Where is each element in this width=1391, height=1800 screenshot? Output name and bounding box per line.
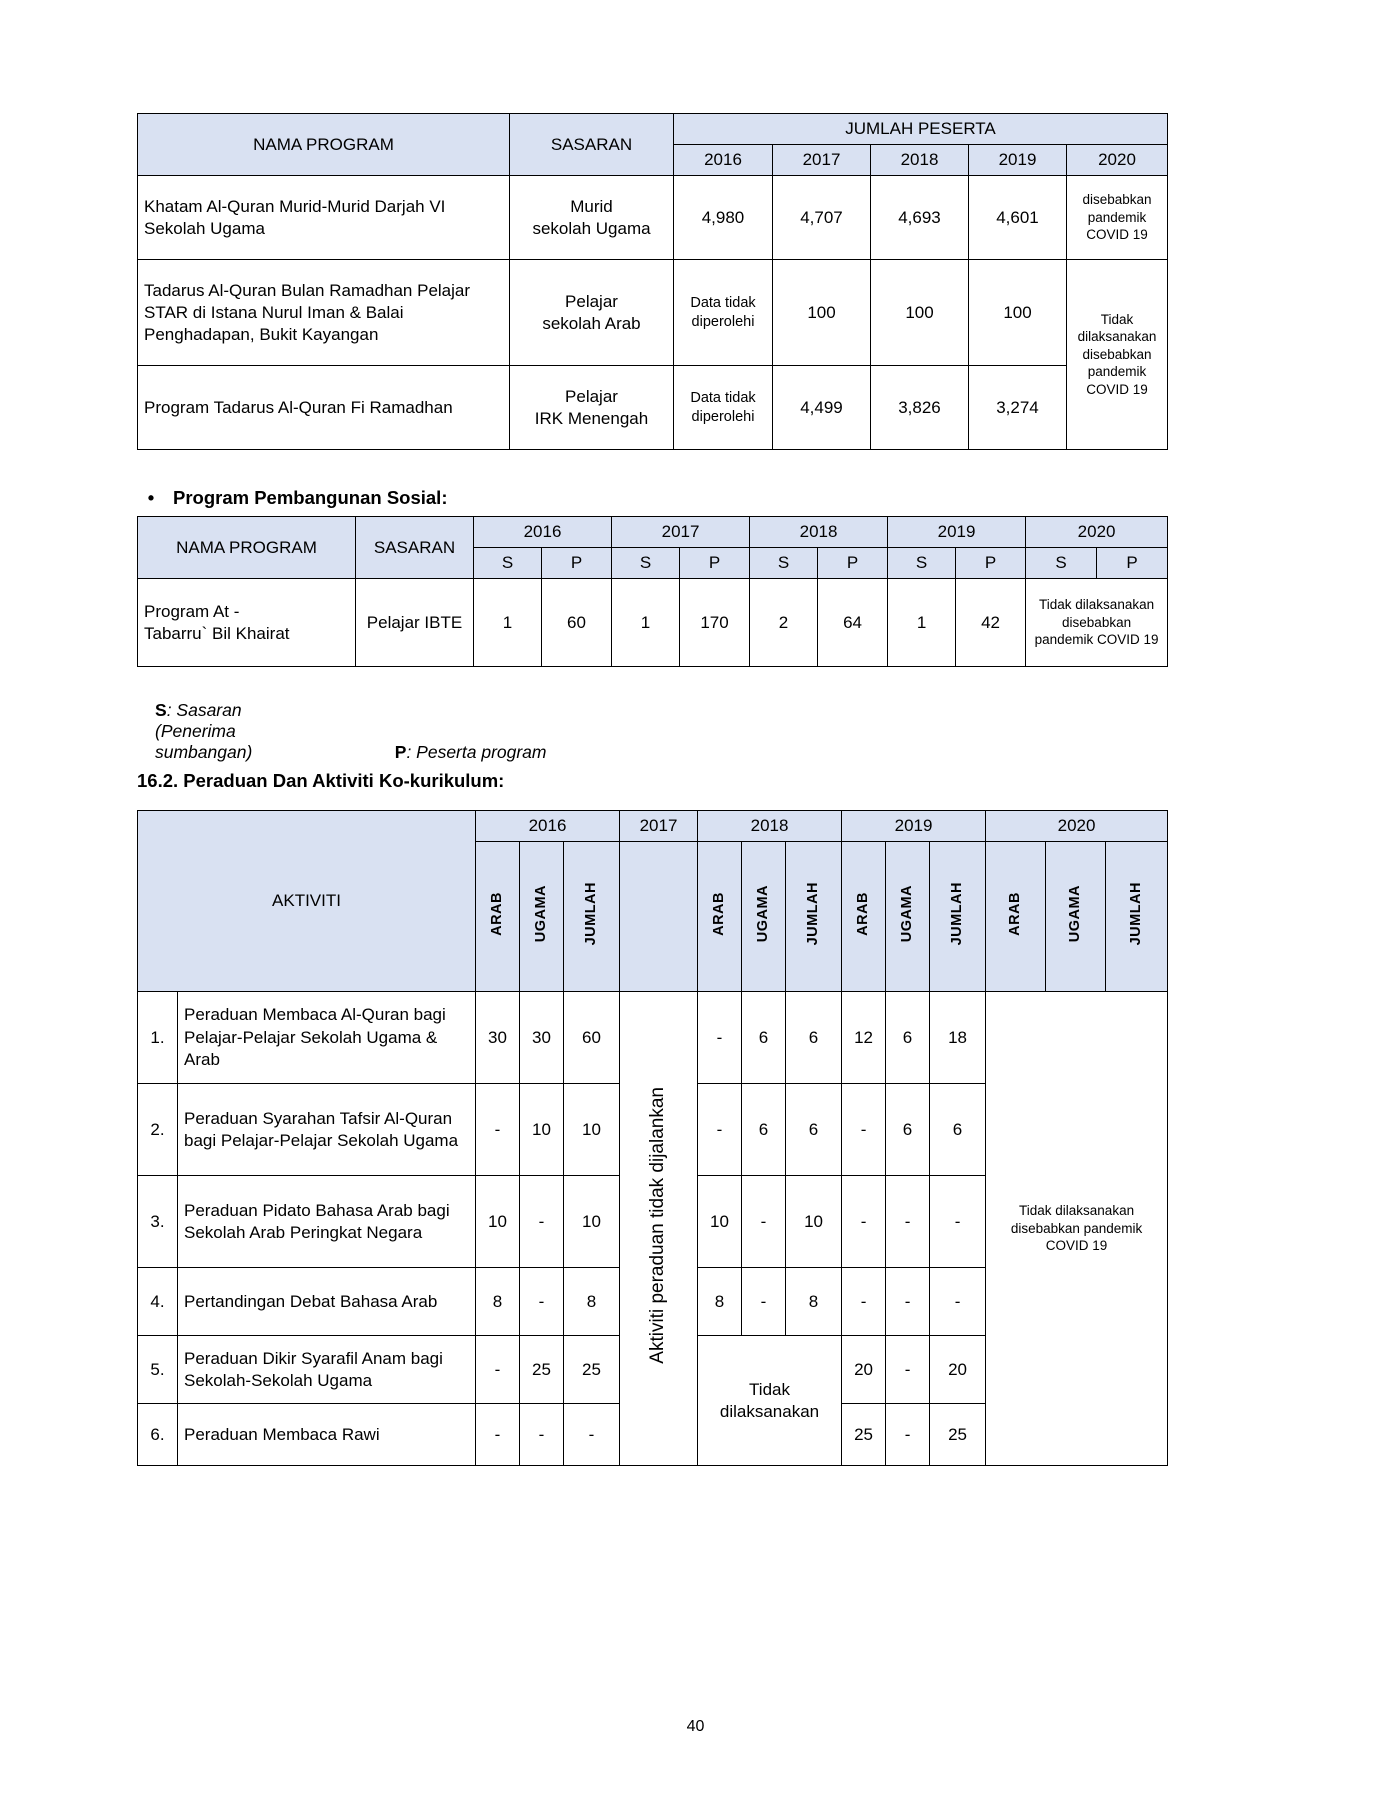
col-header-jumlah-2018 [786,842,842,992]
cell-aktiviti: Peraduan Membaca Al-Quran bagi Pelajar-Pelajar Sekolah Ugama & Arab [178,992,476,1084]
cell-2017: 4,499 [773,366,871,450]
cell-2018-tidak-dilaksanakan: Tidak dilaksanakan [698,1336,842,1466]
cell-row-number: 4. [138,1268,178,1336]
cell-arab-2016: 10 [476,1176,520,1268]
table-pembangunan-sosial [137,516,1168,667]
cell-jumlah-2019: - [930,1268,986,1336]
cell-arab-2019: 25 [842,1404,886,1466]
cell-p-2017: 170 [680,579,750,667]
table-pembangunan-sosial-wrapper [137,516,1167,667]
cell-row-number: 6. [138,1404,178,1466]
col-header-year-2017: 2017 [612,517,750,548]
bullet-icon: • [147,487,155,508]
col-header-p-2017: P [680,548,750,579]
col-header-year-2019: 2019 [888,517,1026,548]
cell-jumlah-2016: 10 [564,1084,620,1176]
cell-jumlah-2016: 10 [564,1176,620,1268]
cell-2020-note-merged: Tidak dilaksanakan disebabkan pandemik COVID 19 [1067,260,1168,450]
cell-ugama-2016: - [520,1404,564,1466]
table-peraduan-aktiviti [137,810,1168,1466]
col-header-jumlah-2020-label: JUMLAH [1128,881,1145,946]
col-header-year-2020: 2020 [986,811,1168,842]
col-header-year-2018: 2018 [698,811,842,842]
col-header-jumlah-2020 [1106,842,1168,992]
col-header-s-2016: S [474,548,542,579]
col-header-sasaran: SASARAN [510,114,674,176]
cell-2020-note: Tidak dilaksanakan disebabkan pandemik COVID 19 [1026,579,1168,667]
cell-ugama-2019: 6 [886,992,930,1084]
cell-2018: 100 [871,260,969,366]
cell-arab-2018: 10 [698,1176,742,1268]
cell-s-2017: 1 [612,579,680,667]
col-header-nama-program: NAMA PROGRAM [138,517,356,579]
col-header-jumlah-2018-label: JUMLAH [805,881,822,946]
col-header-jumlah-peserta: JUMLAH PESERTA [674,114,1168,145]
table-header-row-years [138,811,1168,842]
cell-2019: 4,601 [969,176,1067,260]
legend-sp [155,700,547,763]
col-header-arab-2018-label: ARAB [711,891,728,936]
col-header-jumlah-2019 [930,842,986,992]
col-header-ugama-2019-label: UGAMA [899,884,916,943]
cell-2020-note-merged: Tidak dilaksanakan disebabkan pandemik COVID 19 [986,992,1168,1466]
cell-arab-2019: - [842,1268,886,1336]
cell-ugama-2016: - [520,1176,564,1268]
cell-jumlah-2019: - [930,1176,986,1268]
cell-nama-program: Program Tadarus Al-Quran Fi Ramadhan [138,366,510,450]
col-header-p-2018: P [818,548,888,579]
col-header-ugama-2016-label: UGAMA [533,884,550,943]
col-header-arab-2019-label: ARAB [855,891,872,936]
cell-jumlah-2018: 10 [786,1176,842,1268]
col-header-sasaran: SASARAN [356,517,474,579]
cell-arab-2016: - [476,1084,520,1176]
cell-ugama-2019: - [886,1176,930,1268]
cell-jumlah-2016: 60 [564,992,620,1084]
heading-program-pembangunan-sosial [137,487,447,509]
col-header-s-2019: S [888,548,956,579]
table-header-row [138,114,1168,145]
cell-arab-2019: - [842,1084,886,1176]
col-header-ugama-2018 [742,842,786,992]
cell-arab-2018: - [698,1084,742,1176]
cell-ugama-2018: 6 [742,992,786,1084]
table-row [138,366,1168,450]
cell-ugama-2019: 6 [886,1084,930,1176]
col-header-year-2019: 2019 [842,811,986,842]
cell-2019: 100 [969,260,1067,366]
cell-sasaran: Pelajar sekolah Arab [510,260,674,366]
cell-2016: Data tidak diperolehi [674,260,773,366]
cell-arab-2018: - [698,992,742,1084]
cell-ugama-2019: - [886,1336,930,1404]
cell-ugama-2018: 6 [742,1084,786,1176]
cell-nama-program: Program At - Tabarru` Bil Khairat [138,579,356,667]
cell-jumlah-2019: 18 [930,992,986,1084]
cell-jumlah-2016: 25 [564,1336,620,1404]
cell-2020-note: disebabkan pandemik COVID 19 [1067,176,1168,260]
legend-s-text: : Sasaran (Penerima sumbangan) [155,700,253,762]
col-header-ugama-2020-label: UGAMA [1067,884,1084,943]
heading-text: Program Pembangunan Sosial: [173,487,448,508]
cell-aktiviti: Peraduan Pidato Bahasa Arab bagi Sekolah Arab Peringkat Negara [178,1176,476,1268]
cell-jumlah-2019: 6 [930,1084,986,1176]
cell-arab-2016: - [476,1336,520,1404]
cell-s-2016: 1 [474,579,542,667]
cell-nama-program: Khatam Al-Quran Murid-Murid Darjah VI Sekolah Ugama [138,176,510,260]
table-header-row-years [138,517,1168,548]
cell-p-2019: 42 [956,579,1026,667]
cell-aktiviti: Pertandingan Debat Bahasa Arab [178,1268,476,1336]
col-header-p-2020: P [1097,548,1168,579]
cell-p-2016: 60 [542,579,612,667]
cell-ugama-2018: - [742,1268,786,1336]
col-header-ugama-2019 [886,842,930,992]
cell-aktiviti: Peraduan Dikir Syarafil Anam bagi Sekolah-Sekolah Ugama [178,1336,476,1404]
cell-s-2018: 2 [750,579,818,667]
cell-2017: 100 [773,260,871,366]
table-row [138,260,1168,366]
cell-2016: 4,980 [674,176,773,260]
table-row [138,579,1168,667]
col-header-arab-2016-label: ARAB [489,891,506,936]
cell-sasaran: Murid sekolah Ugama [510,176,674,260]
col-header-year-2017: 2017 [773,145,871,176]
cell-jumlah-2016: - [564,1404,620,1466]
cell-2018: 4,693 [871,176,969,260]
col-header-year-2018: 2018 [750,517,888,548]
col-header-year-2018: 2018 [871,145,969,176]
cell-arab-2016: 8 [476,1268,520,1336]
legend-p-text: : Peserta program [406,742,547,762]
cell-row-number: 5. [138,1336,178,1404]
page-number: 40 [686,1718,705,1735]
cell-arab-2019: 20 [842,1336,886,1404]
col-header-arab-2016 [476,842,520,992]
cell-aktiviti: Peraduan Membaca Rawi [178,1404,476,1466]
col-header-jumlah-2016 [564,842,620,992]
col-header-year-2017: 2017 [620,811,698,842]
cell-p-2018: 64 [818,579,888,667]
cell-ugama-2016: - [520,1268,564,1336]
cell-row-number: 3. [138,1176,178,1268]
legend-p [395,742,547,762]
cell-ugama-2018: - [742,1176,786,1268]
cell-arab-2019: - [842,1176,886,1268]
cell-jumlah-2019: 20 [930,1336,986,1404]
table-peraduan-aktiviti-wrapper [137,810,1167,1466]
cell-row-number: 2. [138,1084,178,1176]
cell-ugama-2016: 30 [520,992,564,1084]
cell-2017: 4,707 [773,176,871,260]
col-header-blank-2017 [620,842,698,992]
legend-s-key: S [155,700,167,720]
legend-p-key: P [394,742,407,762]
col-header-arab-2020-label: ARAB [1007,891,1024,936]
col-header-arab-2018 [698,842,742,992]
col-header-s-2020: S [1026,548,1097,579]
col-header-aktiviti: AKTIVITI [138,811,476,992]
col-header-year-2016: 2016 [674,145,773,176]
table-program-keagamaan-wrapper [137,113,1167,450]
col-header-year-2020: 2020 [1067,145,1168,176]
cell-arab-2016: - [476,1404,520,1466]
cell-sasaran: Pelajar IRK Menengah [510,366,674,450]
cell-jumlah-2018: 6 [786,992,842,1084]
col-header-p-2019: P [956,548,1026,579]
cell-2016: Data tidak diperolehi [674,366,773,450]
legend-s [155,700,275,763]
col-header-year-2019: 2019 [969,145,1067,176]
col-header-p-2016: P [542,548,612,579]
cell-jumlah-2018: 8 [786,1268,842,1336]
cell-2018: 3,826 [871,366,969,450]
table-jumlah-peserta [137,113,1168,450]
col-header-ugama-2018-label: UGAMA [755,884,772,943]
col-header-jumlah-2016-label: JUMLAH [583,881,600,946]
cell-2017-note-merged [620,992,698,1466]
cell-arab-2019: 12 [842,992,886,1084]
cell-ugama-2016: 10 [520,1084,564,1176]
col-header-year-2016: 2016 [476,811,620,842]
cell-2019: 3,274 [969,366,1067,450]
cell-nama-program: Tadarus Al-Quran Bulan Ramadhan Pelajar STAR di Istana Nurul Iman & Balai Penghadapan, Bukit Kayangan [138,260,510,366]
cell-jumlah-2019: 25 [930,1404,986,1466]
cell-sasaran: Pelajar IBTE [356,579,474,667]
col-header-s-2018: S [750,548,818,579]
col-header-s-2017: S [612,548,680,579]
cell-jumlah-2016: 8 [564,1268,620,1336]
cell-arab-2018: 8 [698,1268,742,1336]
cell-aktiviti: Peraduan Syarahan Tafsir Al-Quran bagi Pelajar-Pelajar Sekolah Ugama [178,1084,476,1176]
cell-2017-note-label: Aktiviti peraduan tidak dijalankan [647,1087,669,1364]
col-header-ugama-2016 [520,842,564,992]
col-header-arab-2019 [842,842,886,992]
cell-ugama-2019: - [886,1268,930,1336]
cell-s-2019: 1 [888,579,956,667]
heading-16-2: 16.2. Peraduan Dan Aktiviti Ko-kurikulum: [137,770,505,791]
cell-ugama-2016: 25 [520,1336,564,1404]
col-header-nama-program: NAMA PROGRAM [138,114,510,176]
col-header-ugama-2020 [1046,842,1106,992]
cell-jumlah-2018: 6 [786,1084,842,1176]
cell-ugama-2019: - [886,1404,930,1466]
table-row [138,176,1168,260]
table-row [138,992,1168,1084]
col-header-year-2020: 2020 [1026,517,1168,548]
col-header-jumlah-2019-label: JUMLAH [949,881,966,946]
cell-arab-2016: 30 [476,992,520,1084]
cell-row-number: 1. [138,992,178,1084]
col-header-arab-2020 [986,842,1046,992]
col-header-year-2016: 2016 [474,517,612,548]
